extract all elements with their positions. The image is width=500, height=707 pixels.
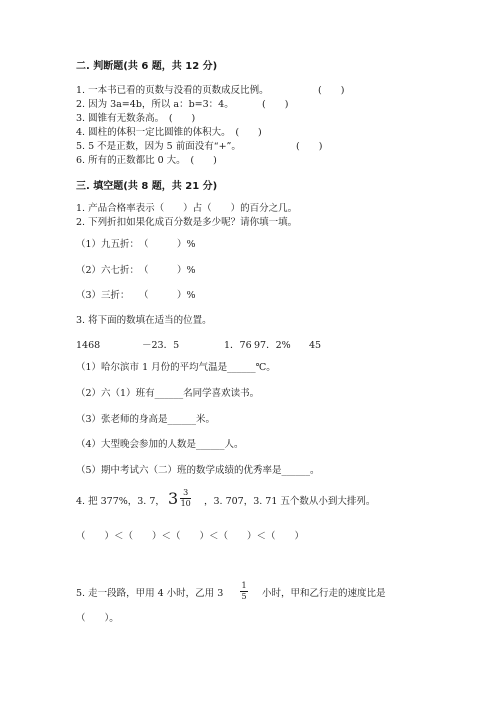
fraction-numerator: 1 — [241, 581, 247, 590]
fraction-stack — [240, 582, 248, 601]
tf-question-1: 1. 一本书已看的页数与没看的页数成反比例。 — [76, 85, 269, 96]
tf-answer-1[interactable]: ( ) — [318, 85, 345, 96]
tf-question-6: 6. 所有的正数都比 0 大。 ( ) — [76, 155, 217, 166]
tf-question-4: 4. 圆柱的体积一定比圆锥的体积大。 ( ) — [76, 127, 262, 138]
fill-question-2-b: （2）六七折： （ ）% — [76, 265, 196, 276]
fraction-denominator: 5 — [241, 592, 247, 601]
number-option: 1．76 — [224, 340, 252, 351]
ratio-blank[interactable]: （ ）。 — [76, 613, 119, 624]
tf-question-2: 2. 因为 3a=4b，所以 a：b=3：4。 — [76, 99, 234, 110]
fill-question-3-a: （1）哈尔滨市 1 月份的平均气温是______℃。 — [76, 362, 276, 373]
fill-question-3-e: （5）期中考试六（二）班的数学成绩的优秀率是______。 — [76, 465, 320, 476]
fill-question-1: 1. 产品合格率表示（ ）占（ ）的百分之几。 — [76, 203, 298, 214]
number-option: －23．5 — [142, 340, 180, 351]
section-3-title: 三. 填空题(共 8 题，共 21 分) — [76, 181, 218, 192]
fill-question-3-d: （4）大型晚会参加的人数是______人。 — [76, 439, 244, 450]
fill-question-4: 4. 把 377%，3. 7， — [76, 496, 165, 507]
order-blanks[interactable]: （ ）＜（ ）＜（ ）＜（ ）＜（ ） — [76, 531, 305, 542]
fill-question-3: 3. 将下面的数填在适当的位置。 — [76, 315, 212, 326]
number-option: 1468 — [76, 340, 101, 351]
fill-question-2-a: （1）九五折： （ ）% — [76, 239, 196, 250]
fill-question-5: 5. 走一段路，甲用 4 小时，乙用 3 — [76, 588, 224, 599]
fill-question-4-cont: ，3. 707，3. 71 五个数从小到大排列。 — [204, 496, 376, 507]
fill-question-5-cont: 小时，甲和乙行走的速度比是 — [262, 588, 386, 599]
fill-question-3-b: （2）六（1）班有______名同学喜欢读书。 — [76, 388, 260, 399]
tf-question-5: 5. 5 不是正数，因为 5 前面没有“+”。 — [76, 141, 241, 152]
fill-question-2: 2. 下列折扣如果化成百分数是多少呢？请你填一填。 — [76, 217, 298, 228]
tf-question-3: 3. 圆锥有无数条高。 ( ) — [76, 113, 196, 124]
tf-answer-2[interactable]: ( ) — [262, 99, 289, 110]
fraction-stack — [180, 489, 191, 508]
fill-question-3-c: （3）张老师的身高是______米。 — [76, 414, 216, 425]
number-option: 97．2% — [254, 340, 291, 351]
fraction-denominator: 10 — [180, 499, 191, 508]
tf-answer-5[interactable]: ( ) — [296, 141, 323, 152]
fraction-numerator: 3 — [183, 488, 189, 497]
fraction-whole: 3 — [168, 489, 179, 508]
number-option: 45 — [309, 340, 322, 351]
fill-question-2-c: （3）三折： （ ）% — [76, 290, 196, 301]
section-2-title: 二. 判断题(共 6 题，共 12 分) — [76, 61, 218, 72]
mixed-fraction — [168, 489, 191, 508]
simple-fraction — [240, 582, 248, 601]
